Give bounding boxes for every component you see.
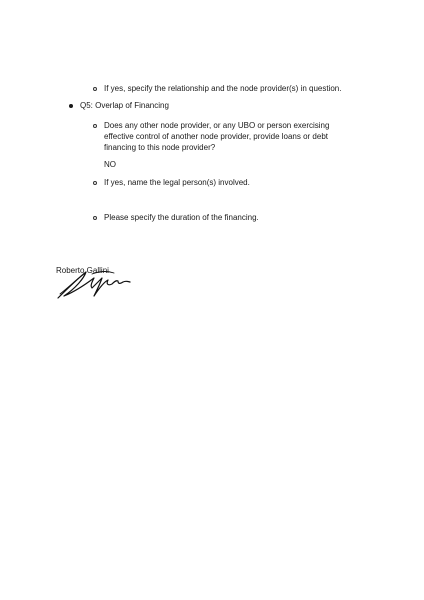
handwritten-signature bbox=[56, 262, 136, 302]
signature-block bbox=[56, 262, 136, 302]
answer-value: NO bbox=[104, 160, 116, 169]
signer-name: Roberto Gallini bbox=[56, 266, 109, 275]
sub-item-legal-persons: If yes, name the legal person(s) involved. bbox=[104, 178, 250, 187]
sub-bullet bbox=[93, 181, 97, 185]
sub-bullet bbox=[93, 87, 97, 91]
question-text-line-3: financing to this node provider? bbox=[104, 143, 216, 152]
sub-bullet bbox=[93, 124, 97, 128]
sub-item-duration: Please specify the duration of the financing. bbox=[104, 213, 259, 222]
question-heading: Q5: Overlap of Financing bbox=[80, 101, 169, 110]
sub-item-relationship: If yes, specify the relationship and the node provider(s) in question. bbox=[104, 84, 342, 93]
question-text-line-2: effective control of another node provider, provide loans or debt bbox=[104, 132, 328, 141]
question-text-line-1: Does any other node provider, or any UBO or person exercising bbox=[104, 121, 330, 130]
sub-bullet bbox=[93, 216, 97, 220]
main-bullet bbox=[69, 104, 73, 108]
